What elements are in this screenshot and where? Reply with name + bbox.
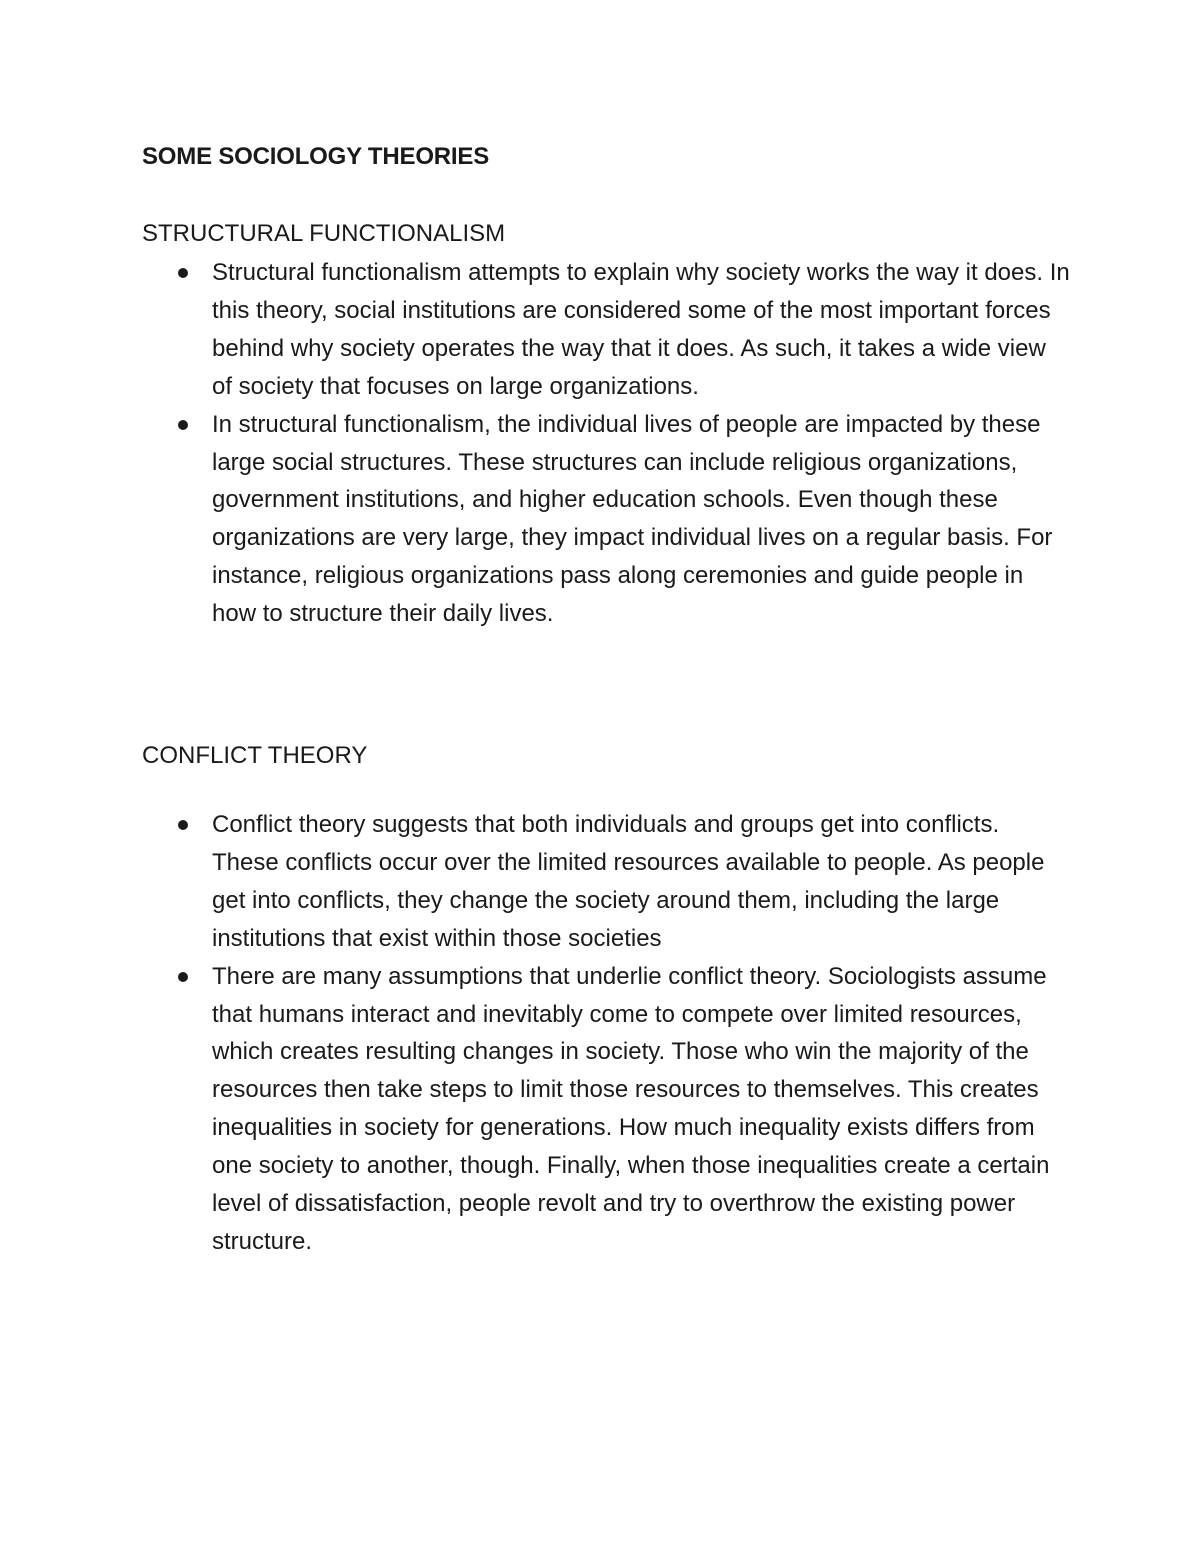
list-item (142, 806, 1072, 958)
bullet-text: There are many assumptions that underlie conflict theory. Sociologists assume that humans interact and inevitably come to compete over limited resources, which creates resulting changes in society. Those who win the majority of the resources then take steps to limit those resources to themselves. This creates inequalities in society for generations. How much inequality exists differs from one society to another, though. Finally, when those inequalities create a certain level of dissatisfaction, people revolt and try to overthrow the existing power structure. (212, 962, 1050, 1255)
bullet-text: Conflict theory suggests that both individuals and groups get into conflicts. These conflicts occur over the limited resources available to people. As people get into conflicts, they change the society around them, including the large institutions that exist within those societies (212, 811, 1045, 952)
bullet-icon (178, 820, 188, 830)
list-item (142, 254, 1072, 406)
bullet-icon (178, 972, 188, 982)
bullet-list-conflict-theory (142, 806, 1072, 1261)
bullet-icon (178, 420, 188, 430)
bullet-list-structural-functionalism (142, 254, 1072, 633)
section-heading-structural-functionalism: STRUCTURAL FUNCTIONALISM (142, 220, 506, 247)
list-item (142, 406, 1072, 633)
bullet-icon (178, 268, 188, 278)
list-item (142, 958, 1072, 1261)
bullet-text: In structural functionalism, the individual lives of people are impacted by these large social structures. These structures can include religious organizations, government institutions, and higher education schools. Even though these organizations are very large, they impact individual lives on a regular basis. For instance, religious organizations pass along ceremonies and guide people in how to structure their daily lives. (212, 410, 1053, 628)
bullet-text: Structural functionalism attempts to explain why society works the way it does. In this theory, social institutions are considered some of the most important forces behind why society operates the way that it does. As such, it takes a wide view of society that focuses on large organizations. (212, 259, 1070, 400)
section-heading-conflict-theory: CONFLICT THEORY (142, 742, 368, 769)
document-title: SOME SOCIOLOGY THEORIES (142, 143, 490, 170)
